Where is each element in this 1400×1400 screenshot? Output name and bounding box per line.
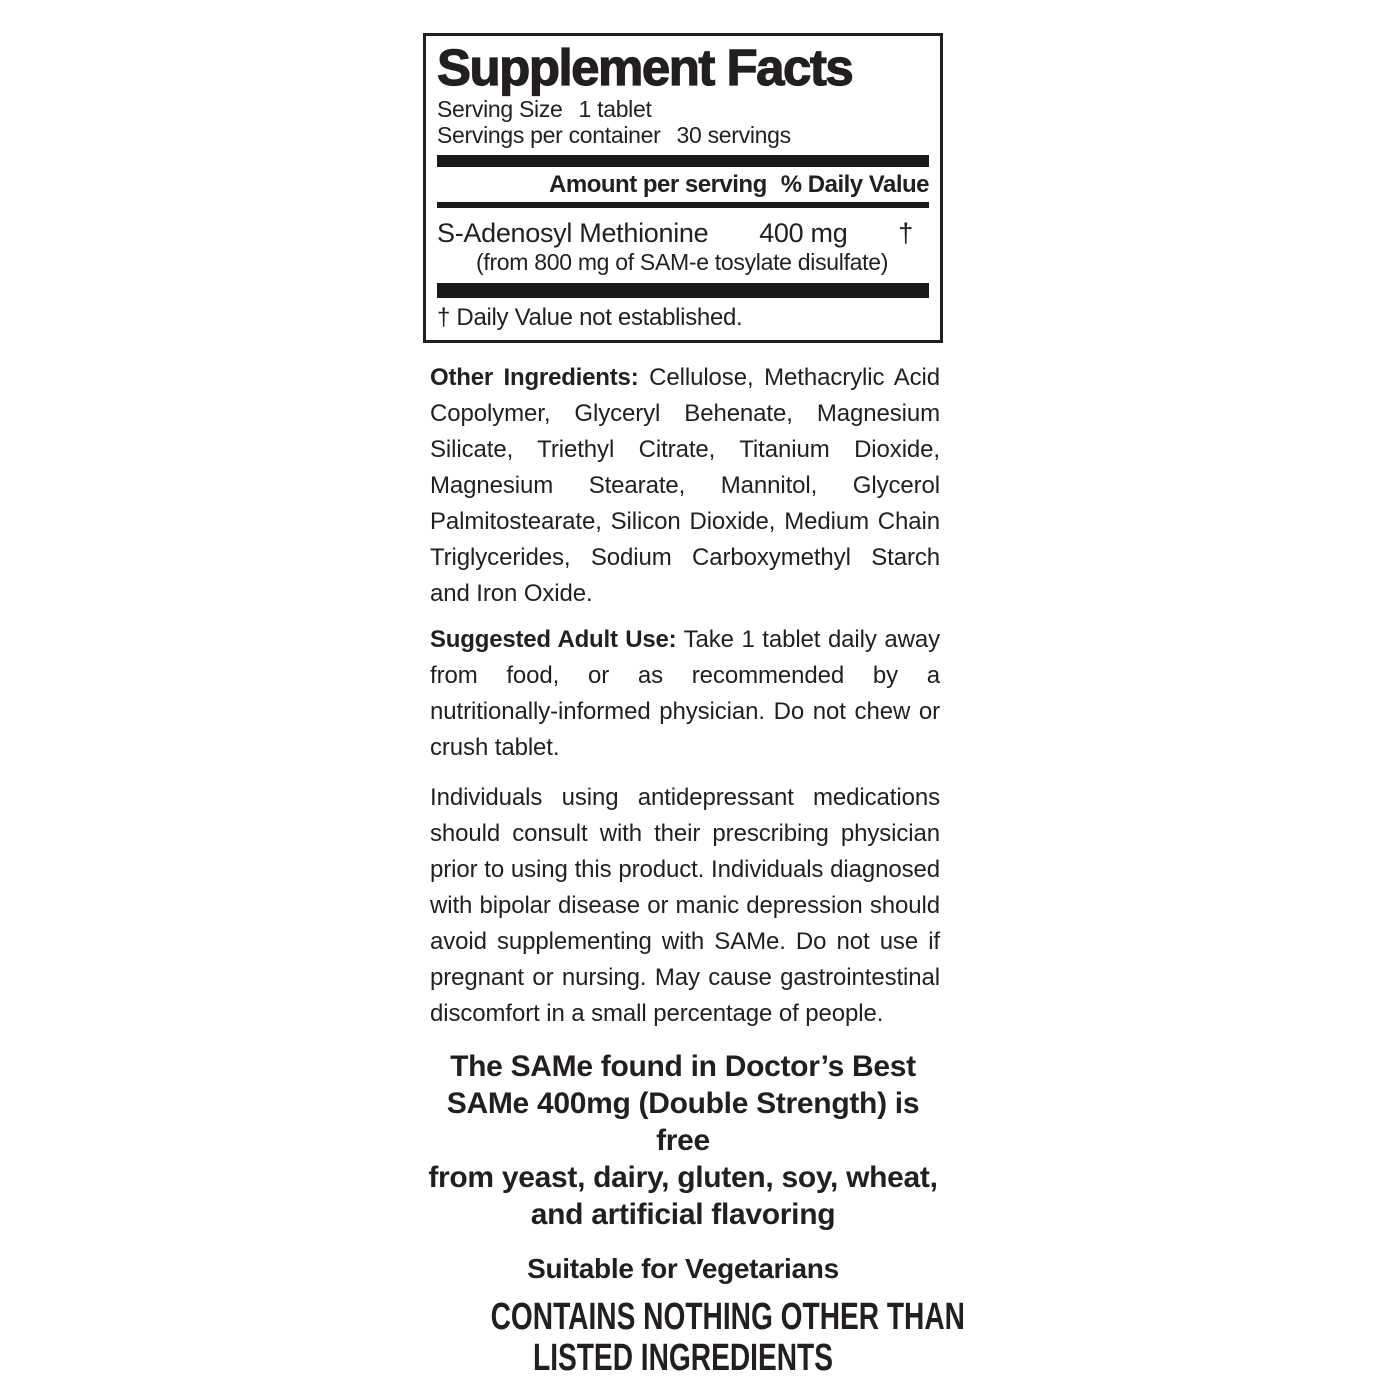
serving-size-label: Serving Size — [437, 96, 563, 122]
panel-title: Supplement Facts — [437, 39, 853, 96]
contains-claim-line: CONTAINS NOTHING OTHER THAN — [490, 1296, 965, 1338]
suggested-use-text: Take 1 tablet daily away from food, or as recommended by a nutritionally-informed physician. Do not chew or crush tablet. — [430, 626, 940, 761]
thick-divider-bottom — [437, 283, 929, 298]
ingredient-source-note: (from 800 mg of SAM-e tosylate disulfate) — [476, 249, 889, 275]
supplement-facts-panel — [423, 33, 943, 343]
servings-per-container-value: 30 servings — [676, 122, 791, 148]
column-headers-row — [437, 167, 929, 202]
free-from-claim-line: from yeast, dairy, gluten, soy, wheat, — [428, 1161, 938, 1194]
daily-value-footnote: † Daily Value not established. — [437, 304, 743, 331]
other-ingredients-paragraph — [430, 360, 940, 612]
thick-divider-top — [437, 155, 929, 167]
contains-claim-line: LISTED INGREDIENTS — [533, 1337, 833, 1379]
ingredient-amount: 400 mg — [759, 218, 848, 248]
daily-value-header: % Daily Value — [780, 171, 929, 198]
amount-per-serving-header: Amount per serving — [549, 171, 767, 198]
supplement-label — [423, 33, 965, 1379]
other-ingredients-text: Cellulose, Methacrylic Acid Copolymer, Glyceryl Behenate, Magnesium Silicate, Triethyl Citrate, Titanium Dioxide, Magnesium Stearate, Mannitol, Glycerol Palmitostearate, Silicon Dioxide, Medium Chain Triglycerides, Sodium Carboxymethyl Starch and Iron Oxide. — [430, 364, 940, 607]
free-from-claim — [423, 1048, 943, 1233]
vegetarian-note: Suitable for Vegetarians — [527, 1253, 839, 1284]
ingredient-name: S-Adenosyl Methionine — [437, 218, 709, 248]
suggested-use-paragraph — [430, 622, 940, 766]
ingredient-row — [437, 208, 929, 249]
serving-size-value: 1 tablet — [578, 96, 652, 122]
other-ingredients-label: Other Ingredients: — [430, 364, 639, 391]
warning-paragraph: Individuals using antidepressant medications should consult with their prescribing physician prior to using this product. Individuals diagnosed with bipolar disease or manic depression should avoid supplementing with SAMe. Do not use if pregnant or nursing. May cause gastrointestinal discomfort in a small percentage of people. — [430, 784, 940, 1027]
servings-per-container-row — [437, 122, 929, 148]
ingredient-daily-value-dagger: † — [898, 218, 913, 248]
suggested-use-label: Suggested Adult Use: — [430, 626, 677, 653]
serving-size-row — [437, 96, 929, 122]
contains-claim — [490, 1296, 965, 1379]
free-from-claim-line: SAMe 400mg (Double Strength) is free — [446, 1087, 920, 1157]
free-from-claim-line: The SAMe found in Doctor’s Best — [450, 1050, 916, 1083]
free-from-claim-line: and artificial flavoring — [530, 1198, 836, 1231]
servings-per-container-label: Servings per container — [437, 122, 661, 148]
